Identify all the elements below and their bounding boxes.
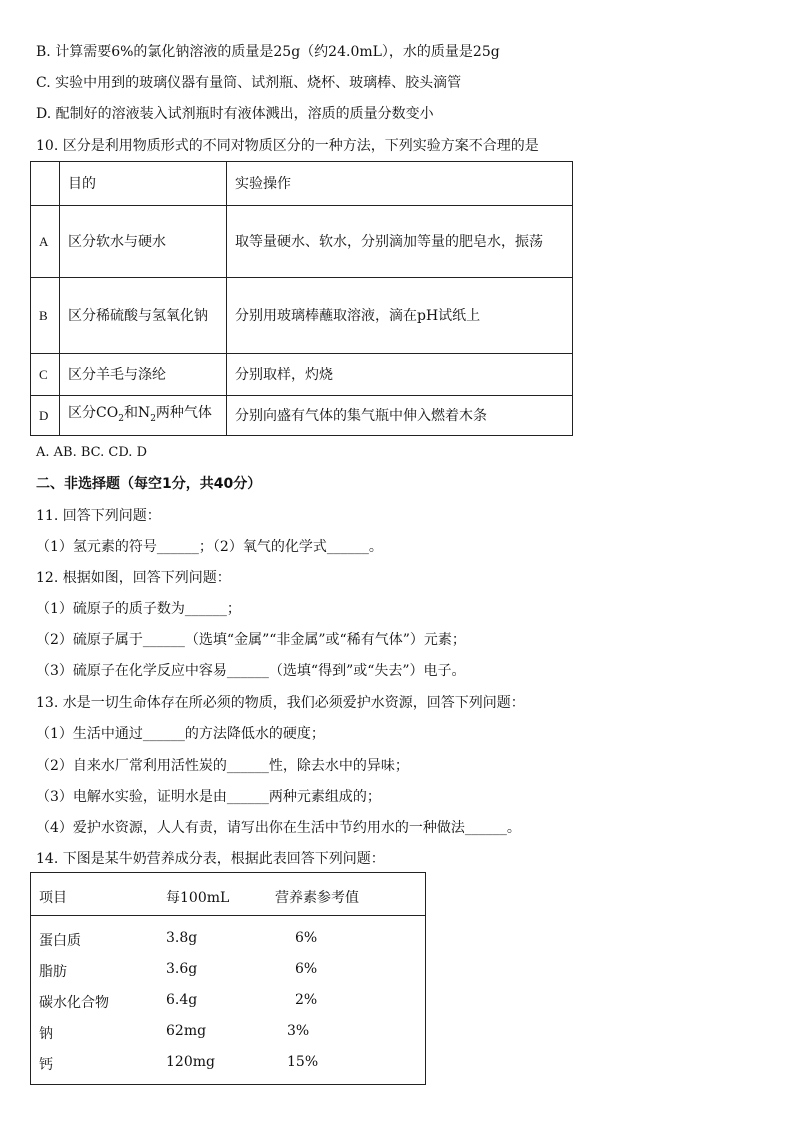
nutrition-nrv: 15%	[287, 1054, 319, 1070]
question-12-sub: （3）硫原子在化学反应中容易______（选填“得到”或“失去”）电子。	[36, 663, 466, 679]
nutrition-amount: 3.6g	[166, 961, 198, 977]
nutrition-amount: 3.8g	[166, 930, 198, 946]
row-label: C	[31, 354, 60, 396]
option-b: B. 计算需要6%的氯化钠溶液的质量是25g（约24.0mL），水的质量是25g	[36, 44, 500, 60]
question-13-sub: （4）爱护水资源，人人有责，请写出你在生活中节约用水的一种做法______。	[36, 820, 521, 836]
row-operation	[227, 206, 573, 278]
row-aim	[60, 278, 227, 354]
row-aim	[60, 396, 227, 436]
row-label: A	[31, 206, 60, 278]
nutrition-nrv: 3%	[287, 1023, 310, 1039]
question-13-sub: （3）电解水实验，证明水是由______两种元素组成的；	[36, 789, 381, 805]
table-header-row	[31, 162, 573, 206]
row-aim: 区分羊毛与涤纶	[60, 354, 227, 396]
question-10-stem: 10. 区分是利用物质形式的不同对物质区分的一种方法，下列实验方案不合理的是	[36, 138, 539, 154]
nutrition-table	[30, 872, 426, 1085]
question-13-sub: （1）生活中通过______的方法降低水的硬度；	[36, 726, 325, 742]
table-row	[31, 396, 573, 436]
nutrition-header-cell: 营养素参考值	[275, 890, 359, 906]
question-13-stem: 13. 水是一切生命体存在所必须的物质，我们必须爱护水资源，回答下列问题：	[36, 695, 525, 711]
nutrition-nrv: 6%	[295, 930, 318, 946]
table-header-cell: 实验操作	[227, 162, 573, 206]
aim-text: 两种气体	[155, 404, 212, 421]
nutrition-amount: 120mg	[166, 1054, 215, 1070]
row-operation: 分别向盛有气体的集气瓶中伸入燃着木条	[227, 396, 573, 436]
nutrition-header-cell: 每100mL	[166, 890, 230, 906]
question-14-stem: 14. 下图是某牛奶营养成分表，根据此表回答下列问题：	[36, 851, 385, 867]
row-label: B	[31, 278, 60, 354]
aim-text: 和N	[123, 404, 151, 421]
subscript: 2	[150, 413, 156, 424]
nutrition-item: 碳水化合物	[39, 995, 109, 1011]
table-row	[31, 206, 573, 278]
section-heading: 二、非选择题（每空1分，共40分）	[36, 476, 262, 492]
row-aim-text: 区分稀硫酸与氢氧化钠	[68, 307, 208, 324]
nutrition-item: 钙	[39, 1057, 53, 1073]
question-10-choices: A. AB. BC. CD. D	[36, 445, 147, 460]
nutrition-item: 钠	[39, 1026, 53, 1042]
nutrition-amount: 6.4g	[166, 992, 198, 1008]
question-12-sub: （1）硫原子的质子数为______；	[36, 601, 241, 617]
row-operation-text: 取等量硬水、软水，分别滴加等量的肥皂水，振荡	[235, 233, 543, 250]
row-operation: 分别用玻璃棒蘸取溶液，滴在pH试纸上	[227, 278, 573, 354]
option-c: C. 实验中用到的玻璃仪器有量筒、试剂瓶、烧杯、玻璃棒、胶头滴管	[36, 75, 462, 91]
table-row	[31, 354, 573, 396]
row-operation: 分别取样，灼烧	[227, 354, 573, 396]
question-11-sub: （1）氢元素的符号______；（2）氧气的化学式______。	[36, 539, 383, 555]
question-11-stem: 11. 回答下列问题：	[36, 508, 161, 524]
nutrition-amount: 62mg	[166, 1023, 207, 1039]
question-13-sub: （2）自来水厂常利用活性炭的______性，除去水中的异味；	[36, 758, 409, 774]
question-12-stem: 12. 根据如图，回答下列问题：	[36, 570, 231, 586]
nutrition-nrv: 6%	[295, 961, 318, 977]
nutrition-header-cell: 项目	[39, 890, 67, 906]
nutrition-header	[31, 887, 425, 916]
table-header-cell	[31, 162, 60, 206]
row-aim: 区分软水与硬水	[60, 206, 227, 278]
question-12-sub: （2）硫原子属于______（选填“金属”“非金属”或“稀有气体”）元素；	[36, 632, 466, 648]
table-header-cell: 目的	[60, 162, 227, 206]
option-d: D. 配制好的溶液装入试剂瓶时有液体溅出，溶质的质量分数变小	[36, 106, 434, 122]
nutrition-nrv: 2%	[295, 992, 318, 1008]
nutrition-item: 蛋白质	[39, 933, 81, 949]
table-row	[31, 278, 573, 354]
question-10-table	[30, 161, 573, 436]
row-label: D	[31, 396, 60, 436]
aim-text: 区分CO	[68, 404, 119, 421]
subscript: 2	[118, 413, 124, 424]
nutrition-item: 脂肪	[39, 964, 67, 980]
